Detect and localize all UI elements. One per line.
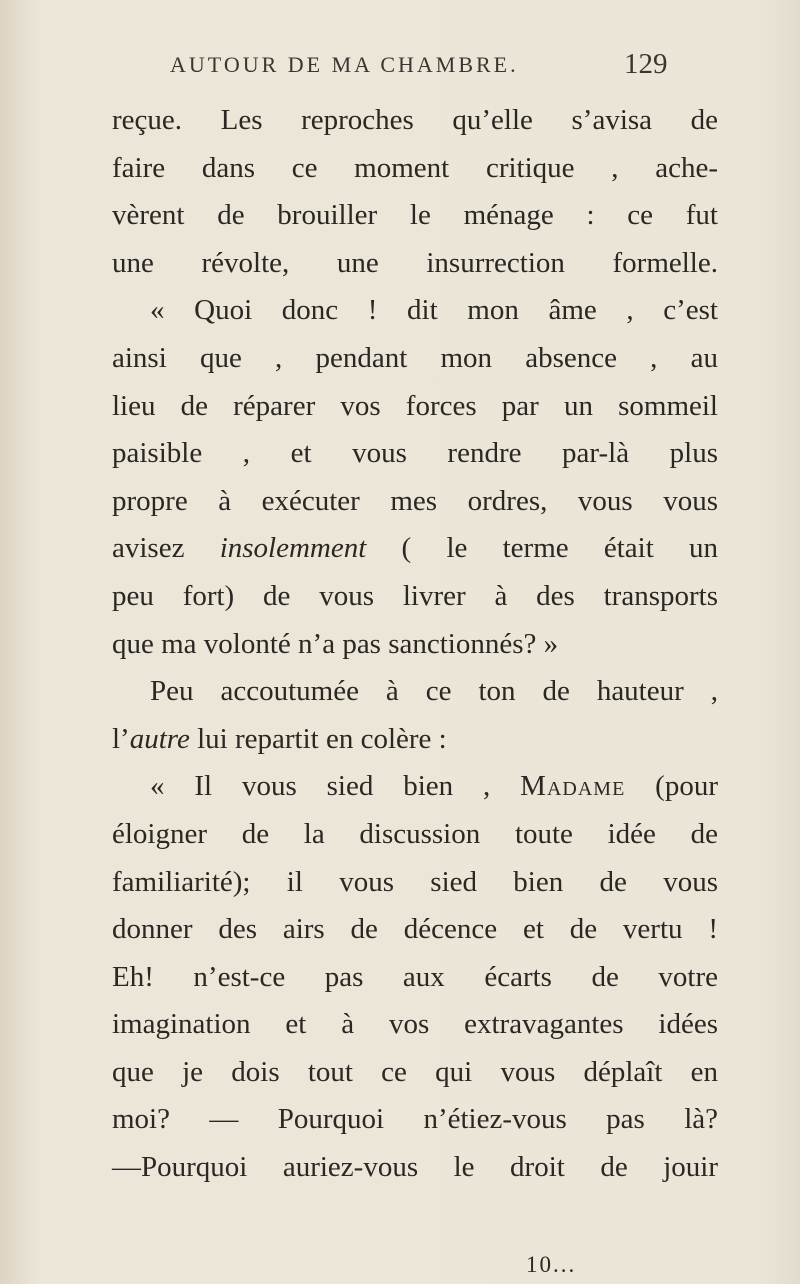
text-line: que je dois tout ce qui vous déplaît en bbox=[112, 1055, 718, 1088]
text-line: moi? — Pourquoi n’étiez-vous pas là? bbox=[112, 1103, 718, 1136]
text-line: que ma volonté n’a pas sanctionnés? » bbox=[112, 627, 559, 660]
running-head bbox=[0, 48, 800, 88]
text-line: paisible , et vous rendre par-là plus bbox=[112, 437, 718, 470]
text-fragment: « Il vous sied bien , bbox=[150, 770, 521, 803]
text-line: ainsi que , pendant mon absence , au bbox=[112, 341, 718, 374]
text-line: imagination et à vos extravagantes idées bbox=[112, 1008, 718, 1041]
text-line: donner des airs de décence et de vertu ! bbox=[112, 913, 718, 946]
text-fragment: l’ bbox=[112, 722, 130, 755]
catchword: 10... bbox=[526, 1252, 577, 1277]
italic-word: insolemment bbox=[219, 532, 367, 565]
text-line-mixed bbox=[112, 763, 718, 811]
body-text bbox=[112, 97, 718, 1192]
italic-word: autre bbox=[129, 722, 190, 755]
text-line: reçue. Les reproches qu’elle s’avisa de bbox=[112, 104, 718, 136]
text-line: peu fort) de vous livrer à des transports bbox=[112, 579, 718, 612]
text-line: éloigner de la discussion toute idée de bbox=[112, 817, 718, 850]
text-line-mixed bbox=[112, 525, 718, 573]
text-fragment: avisez bbox=[112, 532, 185, 565]
page-number: 129 bbox=[624, 48, 668, 80]
text-line: « Quoi donc ! dit mon âme , c’est bbox=[150, 294, 718, 327]
text-line: lieu de réparer vos forces par un sommeil bbox=[112, 389, 718, 422]
text-line: familiarité); il vous sied bien de vous bbox=[112, 865, 718, 898]
small-caps-word: Madame bbox=[520, 770, 626, 803]
text-fragment: ( le terme était un bbox=[366, 532, 719, 565]
text-line: Peu accoutumée à ce ton de hauteur , bbox=[150, 675, 718, 708]
text-line: vèrent de brouiller le ménage : ce fut bbox=[112, 199, 718, 232]
text-line: —Pourquoi auriez-vous le droit de jouir bbox=[112, 1151, 718, 1184]
text-fragment: lui repartit en colère : bbox=[189, 722, 447, 755]
text-line: Eh! n’est-ce pas aux écarts de votre bbox=[112, 960, 718, 993]
text-line: une révolte, une insurrection formelle. bbox=[112, 246, 718, 279]
text-line-mixed bbox=[112, 716, 718, 764]
text-line: propre à exécuter mes ordres, vous vous bbox=[112, 484, 718, 517]
text-line: faire dans ce moment critique , ache- bbox=[112, 151, 718, 184]
running-title: AUTOUR DE MA CHAMBRE. bbox=[170, 52, 519, 77]
text-fragment: (pour bbox=[625, 770, 718, 803]
